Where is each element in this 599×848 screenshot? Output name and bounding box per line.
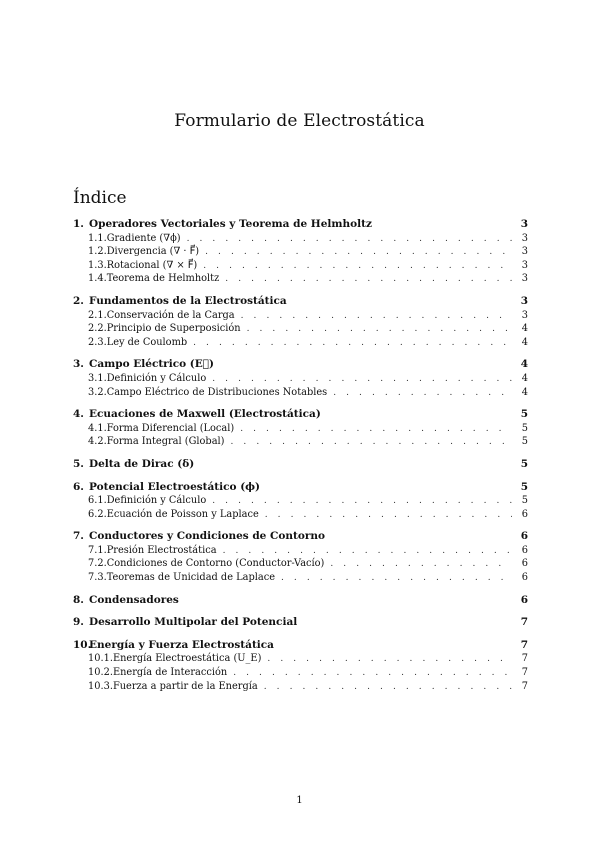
- toc-entry-section-6[interactable]: [73, 481, 528, 495]
- toc-heading: Índice: [73, 188, 127, 208]
- toc-section: [73, 358, 528, 399]
- dot-leader: [330, 558, 512, 572]
- dot-leader: [205, 246, 512, 260]
- toc-entry-page: 5: [521, 436, 528, 448]
- toc-section: [73, 295, 528, 349]
- toc-entry-section-7[interactable]: [73, 530, 528, 544]
- toc-entry-subsection[interactable]: [73, 557, 528, 571]
- toc-entry-subsection[interactable]: [73, 336, 528, 350]
- toc-entry-page: 5: [520, 408, 528, 421]
- dot-leader: [267, 653, 512, 667]
- dot-leader: [264, 681, 512, 695]
- toc-entry-title: Energía de Interacción: [112, 667, 228, 679]
- toc-entry-number: 1.3.: [88, 259, 107, 271]
- toc-entry-page: 7: [521, 667, 528, 679]
- toc-section: [73, 408, 528, 449]
- dot-leader: [231, 436, 513, 450]
- toc-entry-section-5[interactable]: [73, 458, 528, 472]
- toc-entry-title: Operadores Vectoriales y Teorema de Helmholtz: [89, 218, 372, 230]
- toc-entry-title: Divergencia (∇ · F⃗): [106, 246, 200, 258]
- dot-leader: [241, 310, 512, 324]
- toc-entry-subsection[interactable]: [73, 571, 528, 585]
- toc-entry-page: 6: [520, 593, 528, 606]
- toc-section: [73, 218, 528, 286]
- toc-entry-number: 6.: [73, 480, 84, 493]
- toc-entry-subsection[interactable]: [73, 386, 528, 400]
- toc-entry-number: 10.2.: [88, 667, 113, 679]
- toc-entry-title: Conductores y Condiciones de Contorno: [89, 530, 326, 543]
- dot-leader: [225, 273, 512, 287]
- toc-entry-number: 2.2.: [88, 323, 107, 335]
- toc-entry-number: 3.2.: [88, 386, 107, 398]
- toc-entry-number: 1.2.: [88, 246, 107, 258]
- toc-entry-page: 6: [521, 544, 528, 556]
- toc-entry-page: 6: [520, 530, 528, 543]
- toc-section: [73, 594, 528, 608]
- toc-entry-page: 4: [521, 336, 528, 348]
- toc-entry-page: 5: [520, 457, 528, 470]
- toc-entry-title: Campo Eléctrico (E⃗): [89, 358, 215, 371]
- toc-entry-page: 5: [520, 480, 528, 493]
- toc-entry-title: Ley de Coulomb: [106, 336, 188, 348]
- toc-entry-title: Gradiente (∇ϕ): [106, 232, 181, 244]
- toc-entry-title: Conservación de la Carga: [106, 309, 235, 321]
- toc-entry-subsection[interactable]: [73, 666, 528, 680]
- dot-leader: [333, 387, 512, 401]
- dot-leader: [240, 423, 512, 437]
- toc-entry-title: Rotacional (∇ × F⃗): [106, 259, 198, 271]
- toc-entry-title: Teorema de Helmholtz: [106, 273, 220, 285]
- toc-entry-page: 6: [521, 572, 528, 584]
- toc-entry-number: 2.: [73, 294, 84, 307]
- toc-entry-section-8[interactable]: [73, 594, 528, 608]
- toc-section: [73, 458, 528, 472]
- toc-entry-number: 10.: [73, 638, 92, 651]
- toc-entry-number: 6.1.: [88, 495, 107, 507]
- toc-entry-section-2[interactable]: [73, 295, 528, 309]
- toc-entry-subsection[interactable]: [73, 435, 528, 449]
- toc-entry-subsection[interactable]: [73, 245, 528, 259]
- toc-entry-subsection[interactable]: [73, 272, 528, 286]
- toc-entry-section-10[interactable]: [73, 639, 528, 653]
- toc-entry-title: Delta de Dirac (δ): [89, 457, 195, 470]
- dot-leader: [247, 323, 512, 337]
- toc-entry-section-3[interactable]: [73, 358, 528, 372]
- toc-entry-subsection[interactable]: [73, 322, 528, 336]
- toc-entry-page: 6: [521, 508, 528, 520]
- toc-entry-number: 1.1.: [88, 232, 107, 244]
- toc-entry-section-1[interactable]: [73, 218, 528, 232]
- toc-entry-page: 7: [520, 616, 528, 629]
- toc-entry-subsection[interactable]: [73, 508, 528, 522]
- toc-entry-title: Ecuaciones de Maxwell (Electrostática): [89, 408, 321, 421]
- toc-entry-number: 2.1.: [88, 309, 107, 321]
- toc-entry-subsection[interactable]: [73, 372, 528, 386]
- table-of-contents: [73, 218, 528, 702]
- toc-entry-page: 5: [521, 422, 528, 434]
- toc-entry-title: Definición y Cálculo: [106, 372, 207, 384]
- toc-entry-section-4[interactable]: [73, 408, 528, 422]
- toc-section: [73, 616, 528, 630]
- toc-entry-title: Forma Diferencial (Local): [106, 422, 235, 434]
- toc-entry-page: 3: [521, 259, 528, 271]
- toc-entry-subsection[interactable]: [73, 680, 528, 694]
- toc-entry-number: 4.2.: [88, 436, 107, 448]
- toc-section: [73, 481, 528, 522]
- toc-entry-title: Presión Electrostática: [106, 544, 217, 556]
- toc-entry-title: Forma Integral (Global): [106, 436, 225, 448]
- toc-entry-title: Condensadores: [89, 593, 179, 606]
- toc-entry-title: Fundamentos de la Electrostática: [89, 294, 287, 307]
- dot-leader: [223, 545, 512, 559]
- toc-entry-page: 3: [521, 246, 528, 258]
- toc-entry-number: 9.: [73, 616, 84, 629]
- dot-leader: [233, 667, 512, 681]
- dot-leader: [212, 495, 512, 509]
- toc-entry-page: 3: [520, 294, 528, 307]
- toc-entry-number: 4.1.: [88, 422, 107, 434]
- toc-entry-title: Desarrollo Multipolar del Potencial: [89, 616, 298, 629]
- toc-entry-page: 4: [521, 386, 528, 398]
- toc-entry-number: 6.2.: [88, 508, 107, 520]
- toc-entry-page: 3: [521, 309, 528, 321]
- toc-entry-number: 5.: [73, 457, 84, 470]
- toc-entry-subsection[interactable]: [73, 309, 528, 323]
- toc-entry-page: 7: [521, 680, 528, 692]
- toc-entry-page: 4: [521, 372, 528, 384]
- toc-entry-subsection[interactable]: [73, 544, 528, 558]
- toc-entry-page: 4: [521, 323, 528, 335]
- toc-entry-page: 5: [521, 495, 528, 507]
- toc-entry-title: Principio de Superposición: [106, 323, 241, 335]
- toc-entry-number: 1.: [73, 218, 84, 230]
- toc-section: [73, 530, 528, 584]
- toc-entry-title: Energía Electroestática (U_E): [112, 653, 262, 665]
- toc-entry-subsection[interactable]: [73, 232, 528, 246]
- toc-entry-number: 10.3.: [88, 680, 113, 692]
- toc-entry-number: 7.3.: [88, 572, 107, 584]
- dot-leader: [265, 509, 512, 523]
- toc-entry-page: 4: [520, 358, 528, 371]
- toc-entry-page: 3: [521, 232, 528, 244]
- toc-entry-subsection[interactable]: [73, 494, 528, 508]
- toc-entry-page: 7: [521, 653, 528, 665]
- toc-entry-page: 3: [520, 218, 528, 230]
- toc-entry-title: Definición y Cálculo: [106, 495, 207, 507]
- toc-entry-subsection[interactable]: [73, 422, 528, 436]
- toc-entry-subsection[interactable]: [73, 259, 528, 273]
- toc-entry-number: 7.2.: [88, 558, 107, 570]
- toc-entry-number: 3.: [73, 358, 84, 371]
- dot-leader: [193, 337, 512, 351]
- toc-entry-page: 6: [521, 558, 528, 570]
- toc-section: [73, 639, 528, 693]
- toc-entry-title: Energía y Fuerza Electrostática: [89, 638, 274, 651]
- toc-entry-number: 10.1.: [88, 653, 113, 665]
- toc-entry-number: 2.3.: [88, 336, 107, 348]
- toc-entry-page: 7: [520, 638, 528, 651]
- toc-entry-page: 3: [521, 273, 528, 285]
- toc-entry-subsection[interactable]: [73, 652, 528, 666]
- toc-entry-title: Ecuación de Poisson y Laplace: [106, 508, 259, 520]
- toc-entry-title: Teoremas de Unicidad de Laplace: [106, 572, 275, 584]
- toc-entry-number: 1.4.: [88, 273, 107, 285]
- toc-entry-title: Campo Eléctrico de Distribuciones Notables: [106, 386, 328, 398]
- dot-leader: [187, 233, 512, 247]
- page-number: 1: [296, 795, 303, 806]
- toc-entry-number: 3.1.: [88, 372, 107, 384]
- toc-entry-title: Fuerza a partir de la Energía: [112, 680, 258, 692]
- toc-entry-number: 8.: [73, 593, 84, 606]
- dot-leader: [203, 260, 512, 274]
- toc-entry-section-9[interactable]: [73, 616, 528, 630]
- toc-entry-title: Potencial Electroestático (ϕ): [89, 480, 261, 493]
- toc-entry-number: 7.: [73, 530, 84, 543]
- toc-entry-number: 4.: [73, 408, 84, 421]
- dot-leader: [212, 373, 512, 387]
- toc-entry-title: Condiciones de Contorno (Conductor-Vacío): [106, 558, 325, 570]
- toc-entry-number: 7.1.: [88, 544, 107, 556]
- document-title: Formulario de Electrostática: [174, 111, 425, 131]
- dot-leader: [281, 572, 512, 586]
